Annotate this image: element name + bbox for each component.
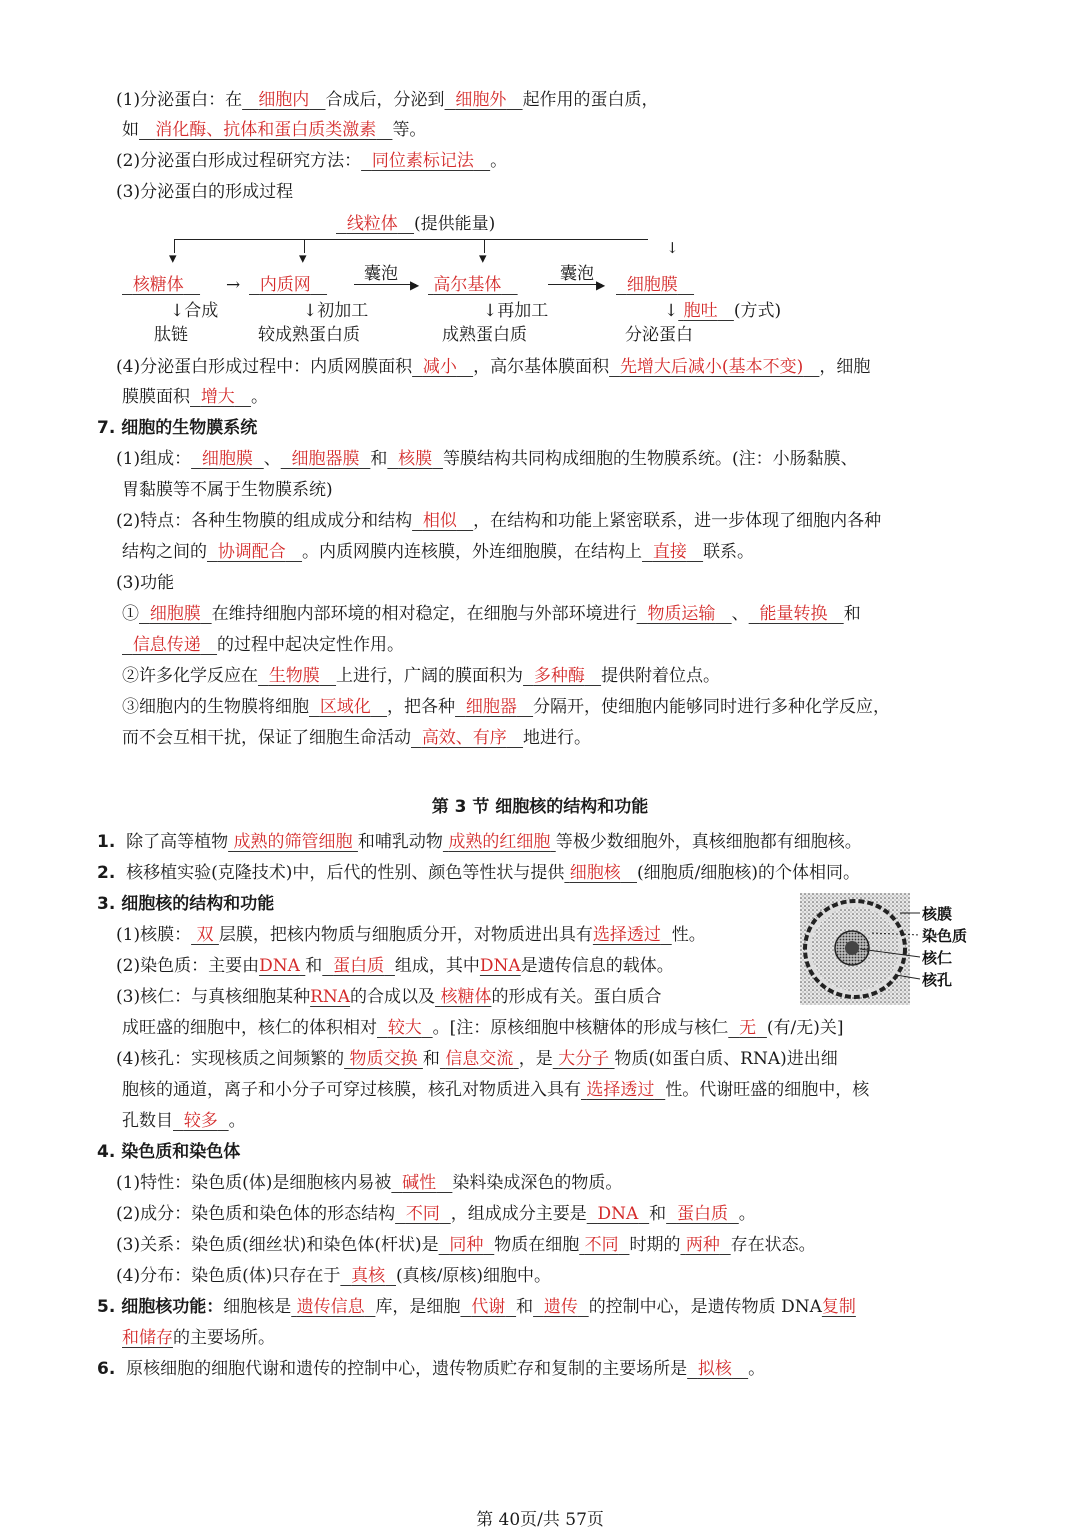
line-secretory-4: (3)分泌蛋白的形成过程 [116, 182, 294, 202]
flow-arrow-icon: → [226, 275, 241, 295]
n3-line: (3)核仁：与真核细胞某种RNA的合成以及 核糖体的形成有关。蛋白质合 [116, 987, 662, 1007]
flow-step-initial: ↓初加工 [303, 301, 369, 321]
line-secretory-1: (1)分泌蛋白：在 细胞内 合成后，分泌到 细胞外 起作用的蛋白质， [116, 90, 659, 110]
c2-line: (2)成分：染色质和染色体的形态结构 不同 ，组成成分主要是 DNA 和 蛋白质 。 [116, 1204, 756, 1224]
n1-line: (1)核膜： 双 层膜，把核内物质与细胞质分开，对物质进出具有选择透过 性。 [116, 925, 706, 945]
s7-line-5: (3)功能 [116, 573, 175, 593]
n4-line: 成旺盛的细胞中，核仁的体积相对 较大 。[注：原核细胞中核糖体的形成与核仁 无 (有/无)关] [122, 1018, 844, 1038]
flow-step-synthesis: ↓合成 [170, 301, 219, 321]
line-secretory-5: (4)分泌蛋白形成过程中：内质网膜面积 减小 ，高尔基体膜面积 先增大后减小(基本不变) ，细胞 [116, 357, 871, 377]
page-number: 第 40页/共 57页 [476, 1510, 604, 1530]
down-arrow-icon: ▾ [169, 249, 177, 267]
s7-line-8: ②许多化学反应在 生物膜 上进行，广阔的膜面积为 多种酶 提供附着位点。 [122, 666, 721, 686]
down-arrow-icon: ▾ [479, 249, 487, 267]
down-arrow-icon: ▾ [299, 249, 307, 267]
answer: 同位素标记法 [371, 151, 474, 171]
energy-arrow-icon: ↓ [666, 239, 679, 257]
q4-heading: 4. 染色质和染色体 [97, 1142, 241, 1162]
flow-product-secretory: 分泌蛋白 [625, 325, 693, 345]
energy-bracket-line [174, 239, 648, 240]
answer: 减小 [422, 357, 457, 377]
s7-line-9: ③细胞内的生物膜将细胞 区域化 ，把各种 细胞器 分隔开，使细胞内能够同时进行多种化学反应， [122, 697, 891, 717]
line-secretory-2: 如 消化酶、抗体和蛋白质类激素 等。 [122, 120, 427, 140]
c4-line: (4)分布：染色质(体)只存在于 真核 (真核/原核)细胞中。 [116, 1266, 551, 1286]
q2-line: 2. 核移植实验(克隆技术)中，后代的性别、颜色等性状与提供 细胞核 (细胞质/细胞核)的个体相同。 [97, 863, 860, 883]
flow-ribosome: 核糖体 [132, 275, 184, 295]
answer: 细胞外 [455, 90, 507, 110]
n5-line: (4)核孔：实现核质之间频繁的 物质交换 和 信息交流 ，是 大分子 物质(如蛋白质、RNA)进出细 [116, 1049, 838, 1069]
flow-golgi: 高尔基体 [433, 275, 502, 295]
flow-step-exocytosis: ↓ 胞吐 (方式) [664, 301, 782, 321]
flow-mitochondria: 线粒体 (提供能量) [346, 214, 496, 234]
s7-line-1: (1)组成： 细胞膜 、 细胞器膜 和 核膜 等膜结构共同构成细胞的生物膜系统。(注：小肠黏膜、 [116, 449, 858, 469]
flow-product-peptide: 肽链 [154, 325, 188, 345]
s7-line-3: (2)特点：各种生物膜的组成成分和结构 相似 ，在结构和功能上紧密联系，进一步体现了细胞内各种 [116, 511, 882, 531]
flow-vesicle-1: 囊泡 [364, 264, 398, 284]
q6-line: 6. 原核细胞的细胞代谢和遗传的控制中心，遗传物质贮存和复制的主要场所是 拟核 。 [97, 1359, 766, 1379]
figure-label: 核孔 [922, 971, 953, 989]
answer: 消化酶、抗体和蛋白质类激素 [155, 120, 377, 140]
nucleus-diagram-icon [800, 893, 980, 1005]
flow-er: 内质网 [259, 275, 311, 295]
s7-line-6: ① 细胞膜 在维持细胞内部环境的相对稳定，在细胞与外部环境进行 物质运输 、 能量转换 和 [122, 604, 861, 624]
q1-line: 1. 除了高等植物 成熟的筛管细胞 和哺乳动物 成熟的红细胞 等极少数细胞外，真核细胞都有细胞核。 [97, 832, 862, 852]
page-section-title: 第 3 节 细胞核的结构和功能 [431, 797, 649, 817]
flow-step-further: ↓再加工 [483, 301, 549, 321]
nucleus-figure [800, 893, 980, 1005]
s7-line-2: 胃黏膜等不属于生物膜系统) [122, 480, 333, 500]
flow-arrow-icon: ▶ [596, 278, 606, 292]
line-secretory-3: (2)分泌蛋白形成过程研究方法： 同位素标记法 。 [116, 151, 508, 171]
s7-line-7: 信息传递 的过程中起决定性作用。 [132, 635, 405, 655]
answer: 细胞内 [258, 90, 310, 110]
answer: 先增大后减小(基本不变) [619, 357, 804, 377]
flow-membrane: 细胞膜 [626, 275, 678, 295]
q5-line-2: 和储存的主要场所。 [122, 1328, 275, 1348]
s7-line-4: 结构之间的 协调配合 。内质网膜内连核膜，外连细胞膜，在结构上 直接 联系。 [122, 542, 755, 562]
flow-vesicle-2: 囊泡 [560, 264, 594, 284]
n2-line: (2)染色质：主要由DNA 和 蛋白质 组成，其中DNA是遗传信息的载体。 [116, 956, 674, 976]
figure-label: 核膜 [922, 905, 953, 923]
answer: 增大 [200, 387, 235, 407]
flow-arrow-icon: ▶ [410, 278, 420, 292]
figure-label: 染色质 [922, 927, 968, 945]
flow-arrow-line [354, 284, 416, 285]
figure-label: 核仁 [922, 949, 953, 967]
section-heading: 7. 细胞的生物膜系统 [97, 418, 258, 438]
n6-line: 胞核的通道，离子和小分子可穿过核膜，核孔对物质进入具有 选择透过 性。代谢旺盛的细胞中，核 [122, 1080, 870, 1100]
line-secretory-6: 膜膜面积 增大 。 [122, 387, 269, 407]
q3-heading: 3. 细胞核的结构和功能 [97, 894, 275, 914]
flow-arrow-line [548, 284, 602, 285]
flow-product-premature: 较成熟蛋白质 [258, 325, 360, 345]
flow-product-mature: 成熟蛋白质 [442, 325, 527, 345]
s7-line-10: 而不会互相干扰，保证了细胞生命活动 高效、有序 地进行。 [122, 728, 592, 748]
c3-line: (3)关系：染色质(细丝状)和染色体(杆状)是 同种 物质在细胞 不同 时期的 两种 存在状态。 [116, 1235, 816, 1255]
q5-line: 5. 细胞核功能：细胞核是 遗传信息 库，是细胞 代谢 和 遗传 的控制中心，是遗传物质 DNA复制 [97, 1297, 856, 1317]
n7-line: 孔数目 较多 。 [122, 1111, 246, 1131]
c1-line: (1)特性：染色质(体)是细胞核内易被 碱性 染料染成深色的物质。 [116, 1173, 623, 1193]
